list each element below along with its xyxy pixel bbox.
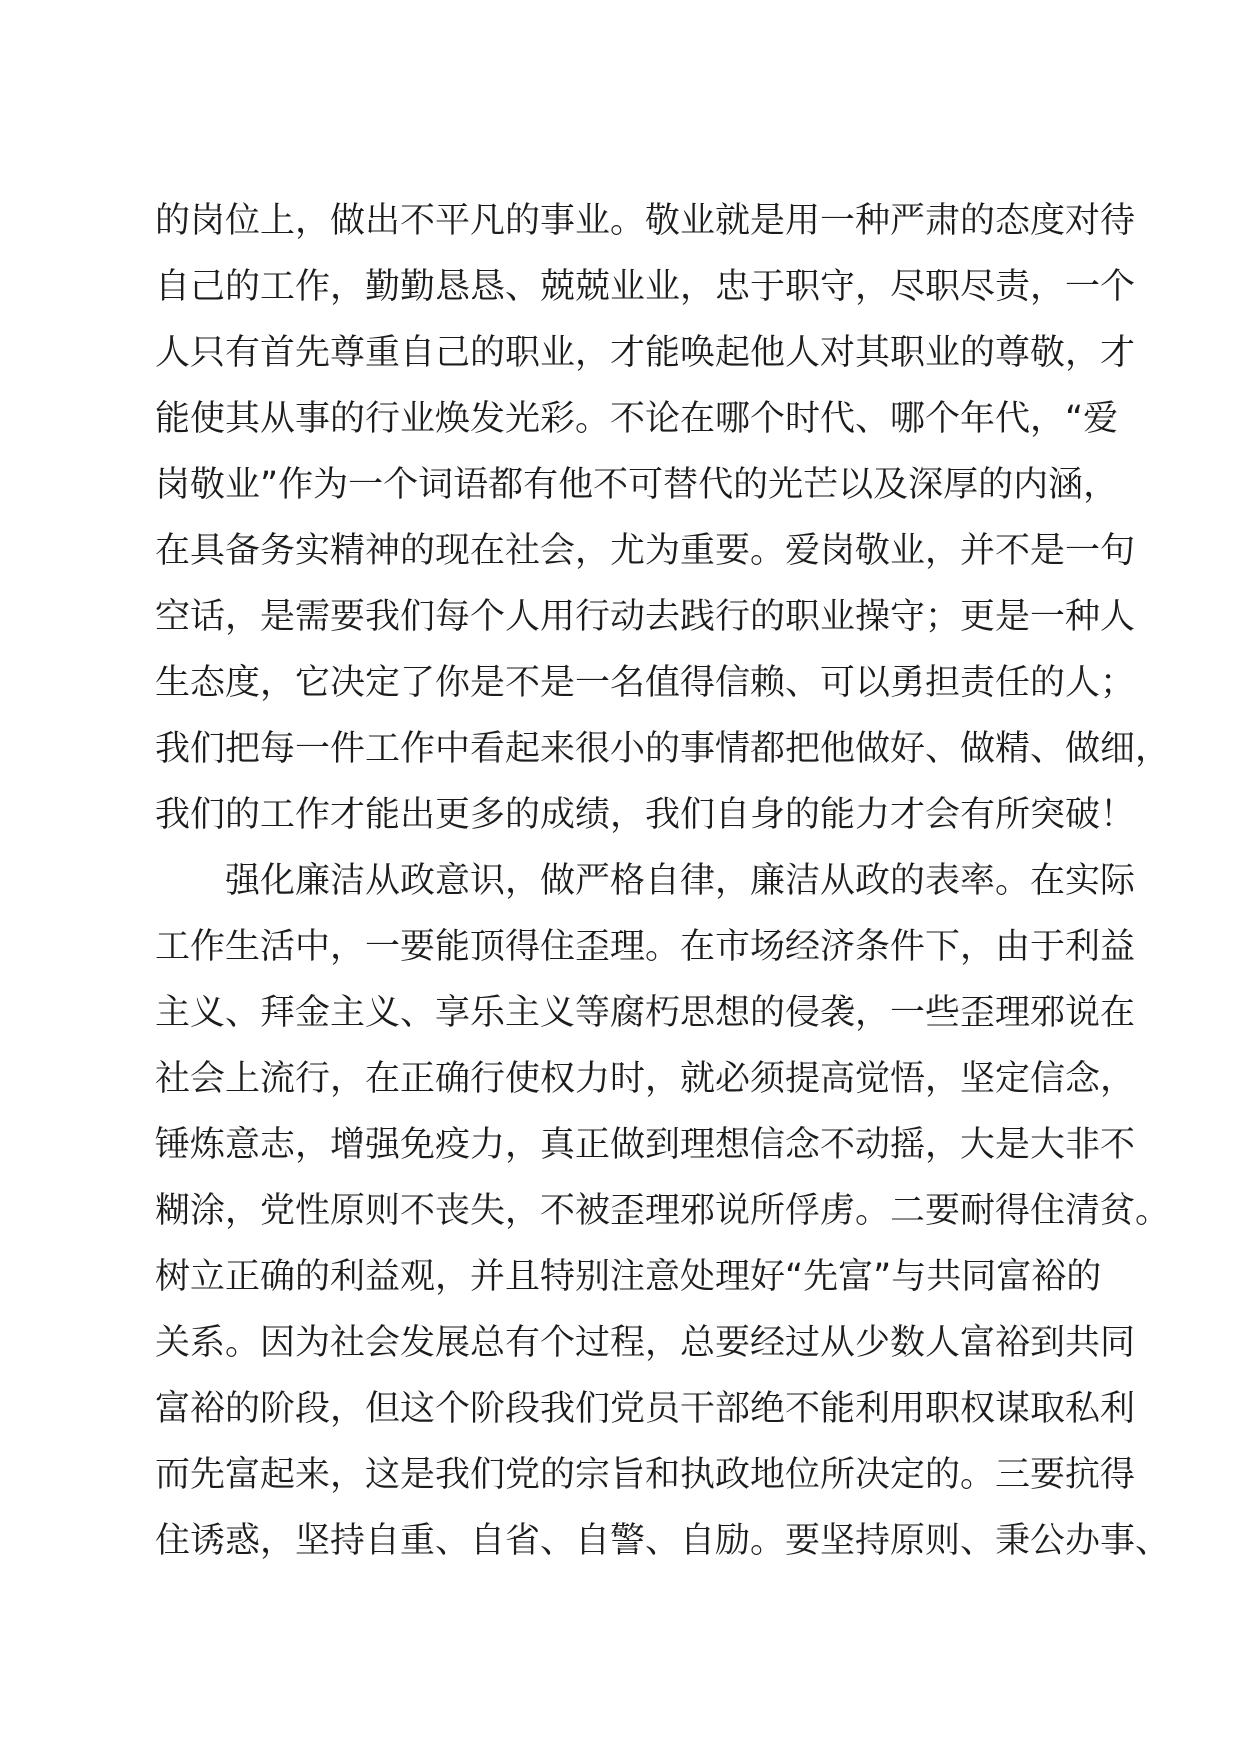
text-line: 岗敬业”作为一个词语都有他不可替代的光芒以及深厚的内涵， [155,465,1119,505]
text-line: 关系。因为社会发展总有个过程，总要经过从少数人富裕到共同 [155,1323,1136,1363]
text-line: 能使其从事的行业焕发光彩。不论在哪个时代、哪个年代，“爱 [155,399,1119,439]
text-line: 锤炼意志，增强免疫力，真正做到理想信念不动摇，大是大非不 [155,1125,1136,1165]
text-line: 主义、拜金主义、享乐主义等腐朽思想的侵袭，一些歪理邪说在 [155,993,1136,1033]
body-text [155,188,1171,1574]
text-line-indented: 强化廉洁从政意识，做严格自律，廉洁从政的表率。在实际 [225,861,1136,901]
text-line: 自己的工作，勤勤恳恳、兢兢业业，忠于职守，尽职尽责，一个 [155,267,1136,307]
text-line: 的岗位上，做出不平凡的事业。敬业就是用一种严肃的态度对待 [155,201,1136,241]
text-line: 人只有首先尊重自己的职业，才能唤起他人对其职业的尊敬，才 [155,333,1136,373]
text-line: 树立正确的利益观，并且特别注意处理好“先富”与共同富裕的 [155,1257,1102,1297]
text-line: 生态度，它决定了你是不是一名值得信赖、可以勇担责任的人； [155,663,1136,703]
text-line: 糊涂，党性原则不丧失，不被歪理邪说所俘虏。二要耐得住清贫。 [155,1191,1171,1231]
text-line: 工作生活中，一要能顶得住歪理。在市场经济条件下，由于利益 [155,927,1136,967]
text-line: 空话，是需要我们每个人用行动去践行的职业操守；更是一种人 [155,597,1136,637]
text-line: 我们把每一件工作中看起来很小的事情都把他做好、做精、做细， [155,729,1171,769]
text-line: 在具备务实精神的现在社会，尤为重要。爱岗敬业，并不是一句 [155,531,1136,571]
text-line: 而先富起来，这是我们党的宗旨和执政地位所决定的。三要抗得 [155,1455,1136,1495]
text-line: 我们的工作才能出更多的成绩，我们自身的能力才会有所突破！ [155,795,1136,835]
text-line: 富裕的阶段，但这个阶段我们党员干部绝不能利用职权谋取私利 [155,1389,1136,1429]
text-line: 社会上流行，在正确行使权力时，就必须提高觉悟，坚定信念， [155,1059,1136,1099]
text-line: 住诱惑，坚持自重、自省、自警、自励。要坚持原则、秉公办事、 [155,1521,1171,1561]
